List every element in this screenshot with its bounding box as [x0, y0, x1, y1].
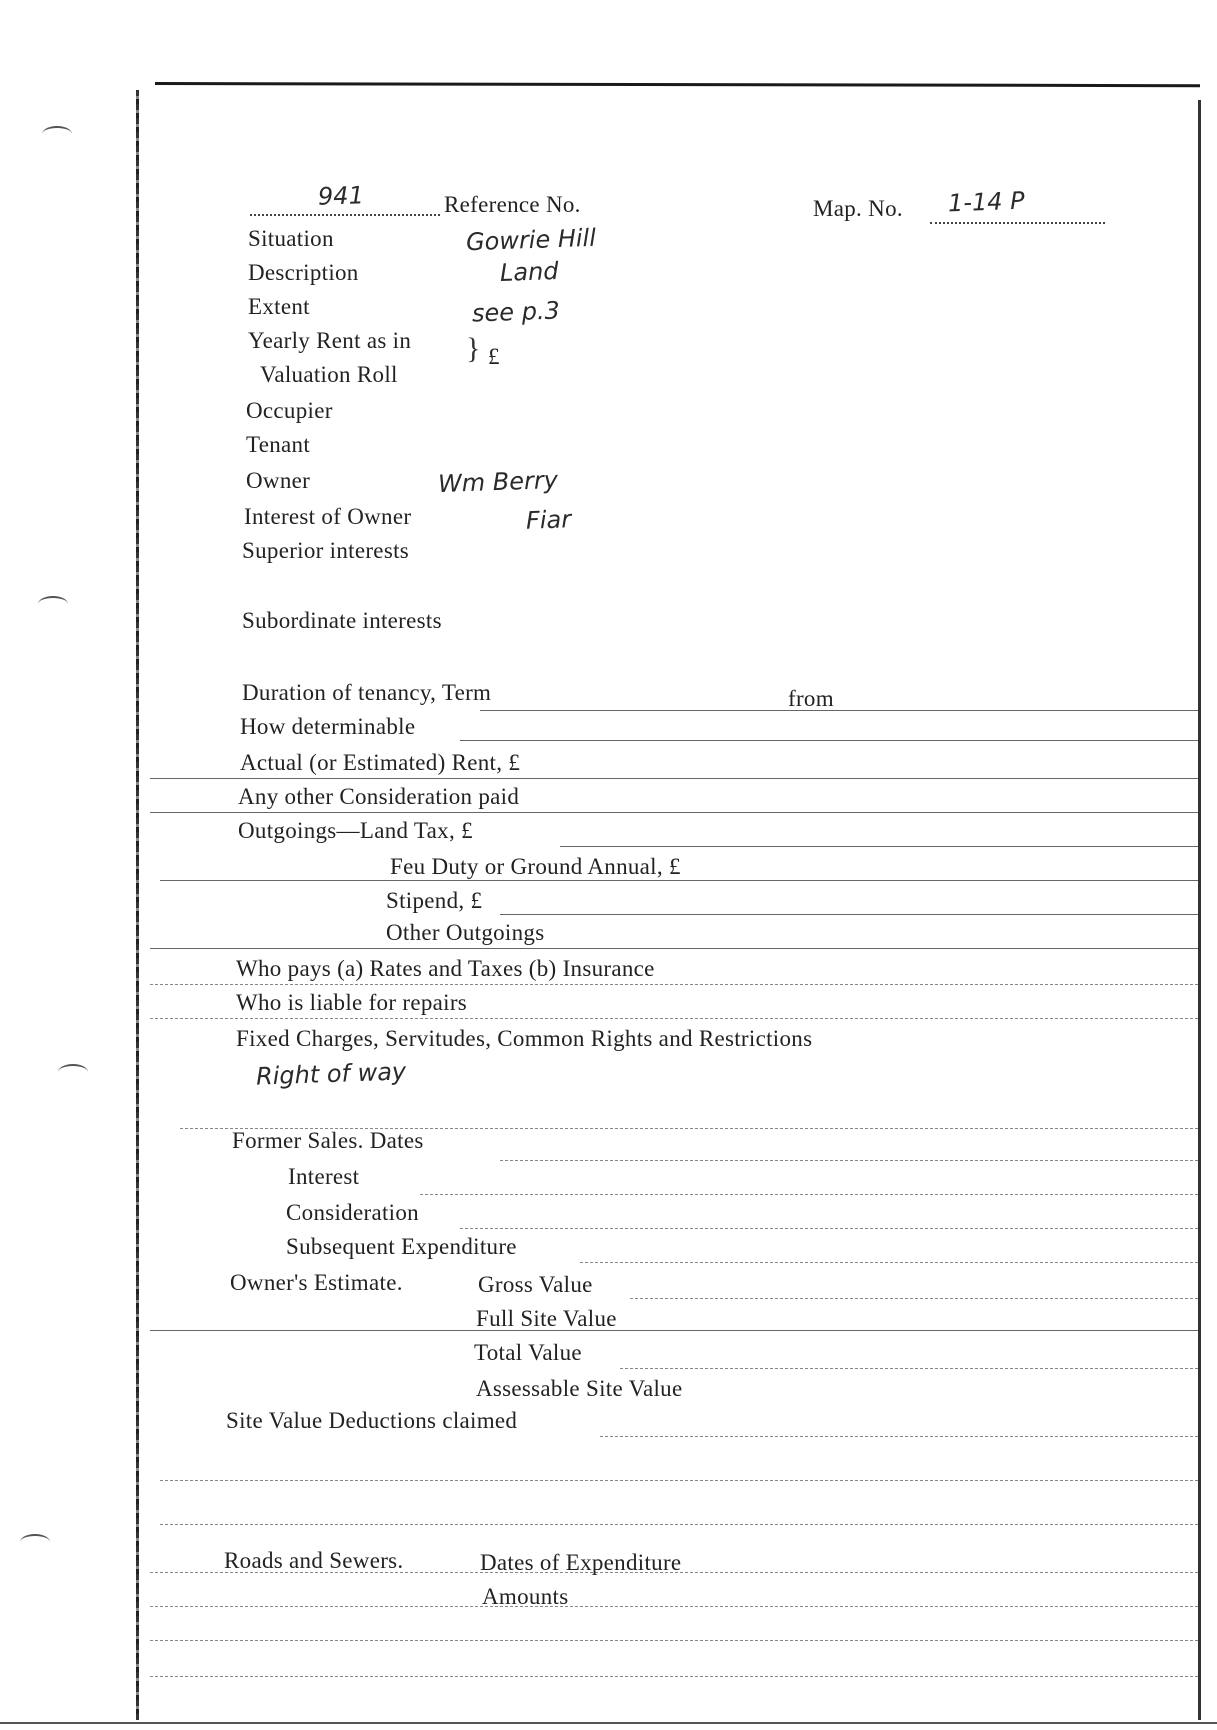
description-label: Description	[248, 260, 359, 285]
punch-hole-icon	[42, 126, 72, 142]
extent-value: see p.3	[471, 296, 561, 328]
valuation-roll-label: Valuation Roll	[260, 362, 398, 387]
rule-line	[420, 1194, 1198, 1195]
fixed-charges-label: Fixed Charges, Servitudes, Common Rights and Restrictions	[236, 1026, 813, 1051]
from-label: from	[788, 686, 834, 711]
yearly-rent-label: Yearly Rent as in	[248, 328, 412, 353]
interest-of-owner-value: Fiar	[525, 505, 572, 535]
rule-line	[150, 948, 1198, 949]
situation-label: Situation	[248, 226, 334, 251]
how-determinable-label: How determinable	[240, 714, 416, 739]
rule-line	[160, 880, 1198, 881]
rule-line	[600, 1436, 1198, 1437]
interest-label: Interest	[288, 1164, 360, 1189]
yearly-rent-currency: £	[488, 344, 500, 369]
rule-line	[150, 1676, 1198, 1677]
situation-value: Gowrie Hill	[465, 223, 597, 257]
rule-line	[150, 1640, 1198, 1641]
rule-line	[460, 740, 1198, 741]
bottom-rule	[0, 1722, 1217, 1724]
occupier-label: Occupier	[246, 398, 333, 423]
roads-and-sewers-label: Roads and Sewers.	[224, 1548, 404, 1573]
stipend-label: Stipend, £	[386, 888, 483, 913]
rule-line	[160, 1480, 1198, 1481]
map-no-line	[930, 222, 1105, 224]
rule-line	[630, 1298, 1198, 1299]
extent-label: Extent	[248, 294, 310, 319]
rule-line	[150, 984, 1198, 985]
rule-line	[150, 812, 1198, 813]
reference-no-label: Reference No.	[444, 192, 581, 217]
outgoings-land-tax-label: Outgoings—Land Tax, £	[238, 818, 473, 843]
rule-line	[150, 1606, 1198, 1607]
subsequent-expenditure-label: Subsequent Expenditure	[286, 1234, 517, 1259]
fixed-charges-value: Right of way	[255, 1057, 407, 1091]
tenant-label: Tenant	[246, 432, 311, 457]
amounts-label: Amounts	[482, 1584, 569, 1609]
punch-hole-icon	[38, 596, 68, 612]
owner-label: Owner	[246, 468, 311, 493]
other-consideration-label: Any other Consideration paid	[238, 784, 520, 809]
interest-of-owner-label: Interest of Owner	[244, 504, 412, 529]
owner-value: Wm Berry	[437, 465, 559, 499]
brace-icon: }	[466, 332, 481, 365]
duration-of-tenancy-label: Duration of tenancy, Term	[242, 680, 492, 705]
left-edge	[136, 90, 139, 1720]
rule-line	[150, 1330, 1198, 1331]
superior-interests-label: Superior interests	[242, 538, 410, 563]
right-edge	[1198, 100, 1201, 1720]
full-site-value-label: Full Site Value	[476, 1306, 617, 1331]
total-value-label: Total Value	[474, 1340, 582, 1365]
who-pays-label: Who pays (a) Rates and Taxes (b) Insurance	[236, 956, 655, 981]
rule-line	[620, 1368, 1198, 1369]
map-no-label: Map. No.	[813, 196, 903, 221]
rule-line	[150, 778, 1198, 779]
actual-rent-label: Actual (or Estimated) Rent, £	[240, 750, 521, 775]
top-rule	[155, 82, 1200, 87]
who-liable-label: Who is liable for repairs	[236, 990, 468, 1015]
rule-line	[560, 846, 1198, 847]
feu-duty-label: Feu Duty or Ground Annual, £	[390, 854, 681, 879]
rule-line	[500, 1160, 1198, 1161]
consideration-label: Consideration	[286, 1200, 419, 1225]
former-sales-dates-label: Former Sales. Dates	[232, 1128, 424, 1153]
rule-line	[500, 914, 1198, 915]
punch-hole-icon	[58, 1064, 88, 1080]
reference-no-line	[250, 214, 440, 216]
subordinate-interests-label: Subordinate interests	[242, 608, 442, 633]
rule-line	[460, 1228, 1198, 1229]
assessable-site-value-label: Assessable Site Value	[476, 1376, 683, 1401]
other-outgoings-label: Other Outgoings	[386, 920, 545, 945]
dates-of-expenditure-label: Dates of Expenditure	[480, 1550, 682, 1575]
rule-line	[150, 1018, 1198, 1019]
site-value-deductions-label: Site Value Deductions claimed	[226, 1408, 518, 1433]
map-no-value: 1-14 P	[947, 186, 1026, 218]
rule-line	[480, 710, 1198, 711]
owners-estimate-label: Owner's Estimate.	[230, 1270, 403, 1295]
rule-line	[160, 1524, 1198, 1525]
reference-no-value: 941	[317, 181, 365, 211]
description-value: Land	[499, 256, 560, 288]
gross-value-label: Gross Value	[478, 1272, 593, 1297]
rule-line	[580, 1262, 1198, 1263]
punch-hole-icon	[20, 1534, 50, 1550]
